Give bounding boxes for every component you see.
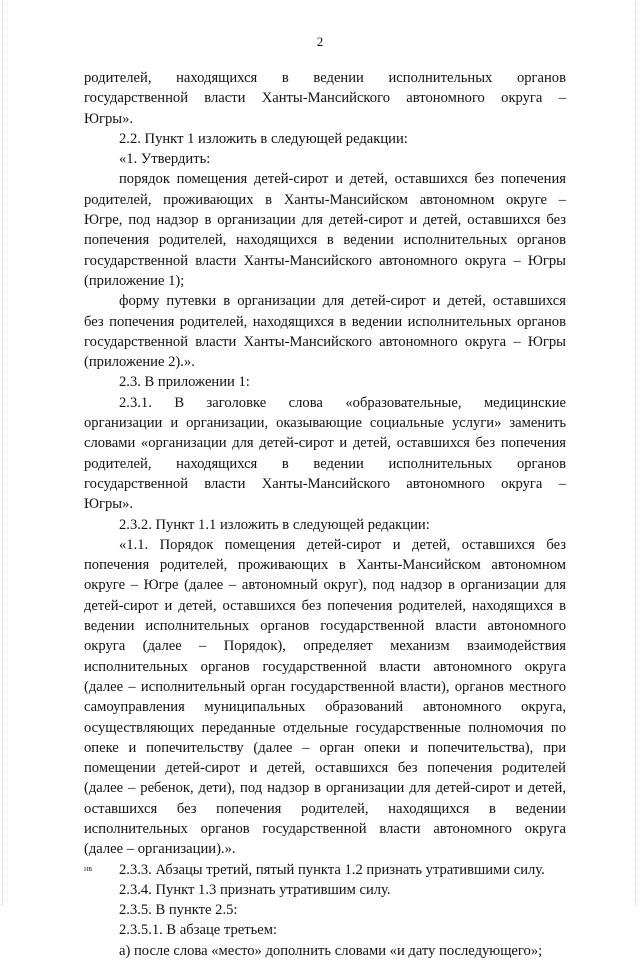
text-line: исполнительных органов государственной власти автономного округа (84, 820, 566, 837)
text-line: государственной власти Ханты-Мансийского автономного округа – (84, 90, 566, 107)
text-line: 2.3.2. Пункт 1.1 изложить в следующей редакции: (119, 516, 430, 533)
text-line: а) после слова «место» дополнить словами «и дату последующего»; (119, 942, 543, 959)
text-line: родителей, находящихся в ведении исполнительных органов (84, 455, 566, 472)
text-line: организации и организации, оказывающие социальные услуги» заменить (84, 415, 566, 432)
text-line: (далее – исполнительный орган государственной власти), органов местного (84, 678, 566, 695)
text-line: самоуправления муниципальных образований автономного округа, (84, 699, 566, 716)
text-line: 2.3.1. В заголовке слова «образовательные, медицинские (119, 394, 566, 411)
text-line: (приложение 2).». (84, 354, 195, 371)
document-body (84, 68, 566, 961)
text-line: родителей, находящихся в ведении исполнительных органов (84, 70, 566, 86)
text-line: форму путевки в организации для детей-сирот и детей, оставшихся (119, 293, 566, 310)
text-line: родителей, проживающих в Ханты-Мансийском автономном округе – (84, 191, 566, 208)
text-line: порядок помещения детей-сирот и детей, оставшихся без попечения (119, 171, 566, 188)
text-line: словами «организации для детей-сирот и детей, оставшихся без попечения (84, 435, 566, 452)
text-line: детей-сирот и детей, оставшихся без попечения родителей, находящихся в (84, 597, 566, 614)
text-line: попечения родителей, находящихся в ведении исполнительных органов (84, 232, 566, 249)
text-line: государственной власти Ханты-Мансийского автономного округа – Югры (84, 333, 566, 350)
footer-mark: нв (84, 864, 93, 873)
text-line: оставшихся без попечения родителей, находящихся в ведении (84, 800, 566, 817)
text-line: (далее – организации).». (84, 841, 236, 858)
text-line: попечения родителей, проживающих в Ханты-Мансийском автономном (84, 557, 566, 574)
text-line: Югры». (84, 110, 134, 127)
text-line: Югры». (84, 496, 134, 513)
text-line: округа (далее – Порядок), определяет механизм взаимодействия (84, 638, 566, 655)
text-line: исполнительных органов государственной власти автономного округа (84, 658, 566, 675)
text-line: 2.3. В приложении 1: (119, 374, 250, 391)
text-line: без попечения родителей, находящихся в ведении исполнительных органов (84, 313, 566, 330)
scan-right-edge (635, 0, 637, 905)
text-line: помещении детей-сирот и детей, оставшихся без попечения родителей (84, 760, 566, 777)
text-line: 2.3.5.1. В абзаце третьем: (119, 922, 278, 939)
text-line: «1. Утвердить: (119, 151, 211, 168)
text-line: государственной власти Ханты-Мансийского автономного округа – Югры (84, 252, 566, 269)
page-number: 2 (316, 34, 324, 49)
scan-left-edge (2, 0, 4, 905)
text-line: округе – Югре (далее – автономный округ), под надзор в организации для (84, 577, 566, 594)
text-line: «1.1. Порядок помещения детей-сирот и детей, оставшихся без (119, 536, 566, 553)
text-line: 2.2. Пункт 1 изложить в следующей редакции: (119, 130, 408, 147)
text-line: 2.3.4. Пункт 1.3 признать утратившим силу. (119, 881, 391, 898)
text-line: (далее – ребенок, дети), под надзор в организации для детей-сирот и детей, (84, 780, 566, 797)
text-line: 2.3.3. Абзацы третий, пятый пункта 1.2 признать утратившими силу. (119, 861, 545, 878)
text-line: (приложение 1); (84, 272, 185, 289)
text-line: государственной власти Ханты-Мансийского автономного округа – (84, 475, 566, 492)
text-line: осуществляющих переданные отдельные государственные полномочия по (84, 719, 566, 736)
text-line: 2.3.5. В пункте 2.5: (119, 902, 238, 919)
text-line: ведении исполнительных органов государственной власти автономного (84, 618, 566, 635)
text-line: опеке и попечительству (далее – орган опеки и попечительства), при (84, 739, 566, 756)
text-line: Югре, под надзор в организации для детей-сирот и детей, оставшихся без (84, 212, 566, 229)
